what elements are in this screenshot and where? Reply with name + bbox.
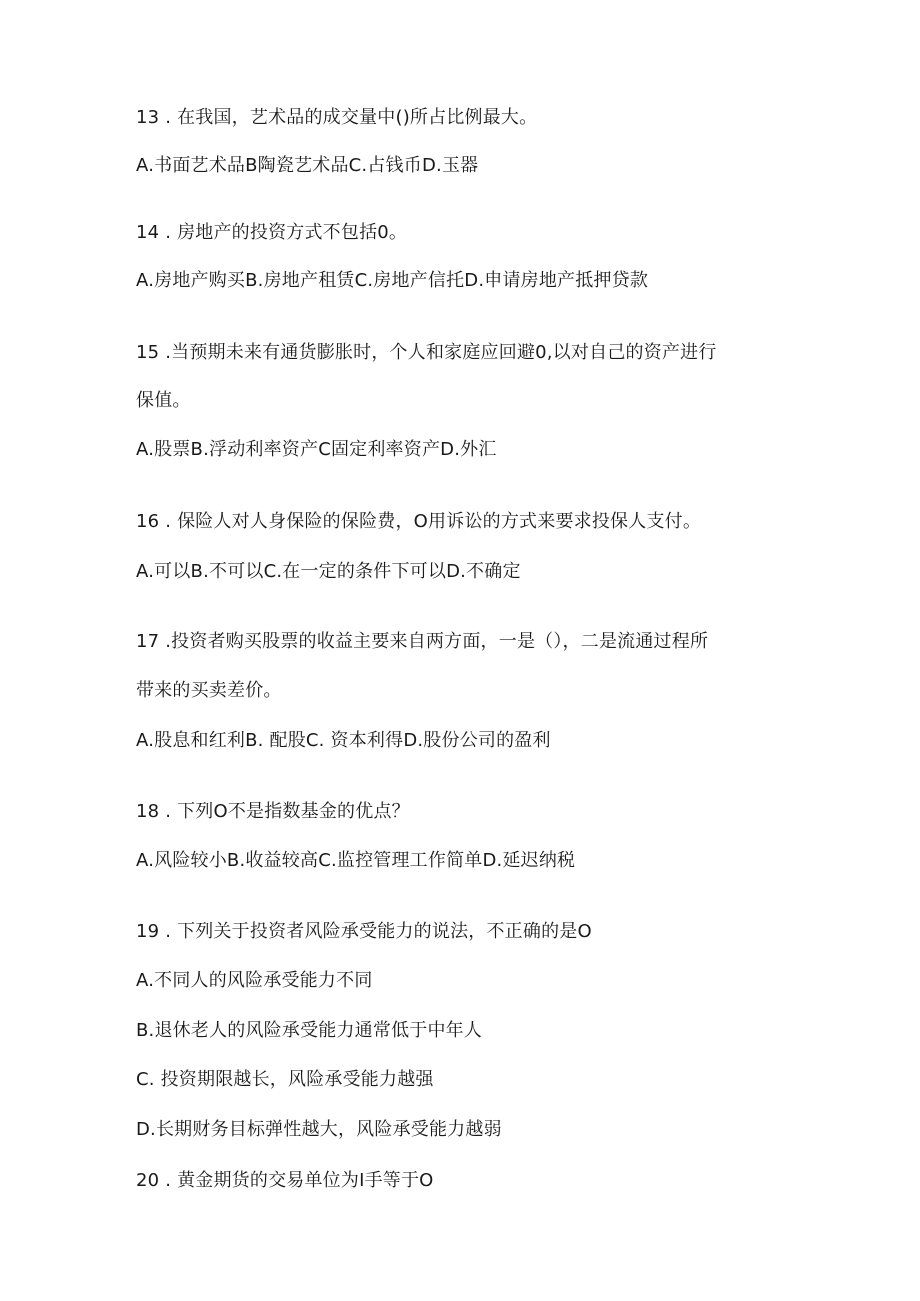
question-13-stem (136, 106, 816, 130)
question-text: . 黄金期货的交易单位为I手等于O (165, 1170, 434, 1191)
question-text: . 保险人对人身保险的保险费，O用诉讼的方式来要求投保人支付。 (165, 511, 702, 532)
question-text: . 下列关于投资者风险承受能力的说法，不正确的是O (165, 921, 592, 942)
question-number: 18 (136, 801, 160, 822)
question-number: 16 (136, 511, 160, 532)
question-number: 14 (136, 222, 160, 243)
question-number: 15 (136, 342, 160, 363)
question-20-stem (136, 1169, 816, 1193)
question-19-stem (136, 920, 816, 944)
question-number: 17 (136, 631, 160, 652)
question-19-option-a: A.不同人的风险承受能力不同 (136, 970, 373, 991)
question-text: . 在我国，艺术品的成交量中()所占比例最大。 (165, 107, 538, 128)
question-15-stem (136, 341, 816, 365)
question-text: .当预期未来有通货膨胀时，个人和家庭应回避0,以对自己的资产进行 (165, 342, 717, 363)
question-14-stem (136, 221, 816, 245)
question-text: .投资者购买股票的收益主要来自两方面，一是（），二是流通过程所 (165, 631, 709, 652)
question-17-stem-continuation: 带来的买卖差价。 (136, 680, 282, 701)
question-19-option-b: B.退休老人的风险承受能力通常低于中年人 (136, 1020, 483, 1041)
question-text: . 房地产的投资方式不包括0。 (165, 222, 408, 243)
question-17-stem (136, 630, 816, 654)
question-14-options: A.房地产购买B.房地产租赁C.房地产信托D.申请房地产抵押贷款 (136, 270, 649, 291)
question-16-options: A.可以B.不可以C.在一定的条件下可以D.不确定 (136, 561, 521, 582)
question-16-stem (136, 510, 816, 534)
question-number: 13 (136, 107, 160, 128)
question-17-options: A.股息和红利B. 配股C. 资本利得D.股份公司的盈利 (136, 730, 551, 751)
question-number: 19 (136, 921, 160, 942)
question-15-options: A.股票B.浮动利率资产C固定利率资产D.外汇 (136, 439, 497, 460)
question-18-stem (136, 800, 816, 824)
question-number: 20 (136, 1170, 160, 1191)
question-15-stem-continuation: 保值。 (136, 390, 191, 411)
question-text: . 下列O不是指数基金的优点？ (165, 801, 410, 822)
question-19-option-c: C. 投资期限越长，风险承受能力越强 (136, 1069, 434, 1090)
question-18-options: A.风险较小B.收益较高C.监控管理工作简单D.延迟纳税 (136, 850, 576, 871)
question-19-option-d: D.长期财务目标弹性越大，风险承受能力越弱 (136, 1119, 502, 1140)
question-13-options: A.书面艺术品B陶瓷艺术品C.占钱币D.玉器 (136, 155, 479, 176)
